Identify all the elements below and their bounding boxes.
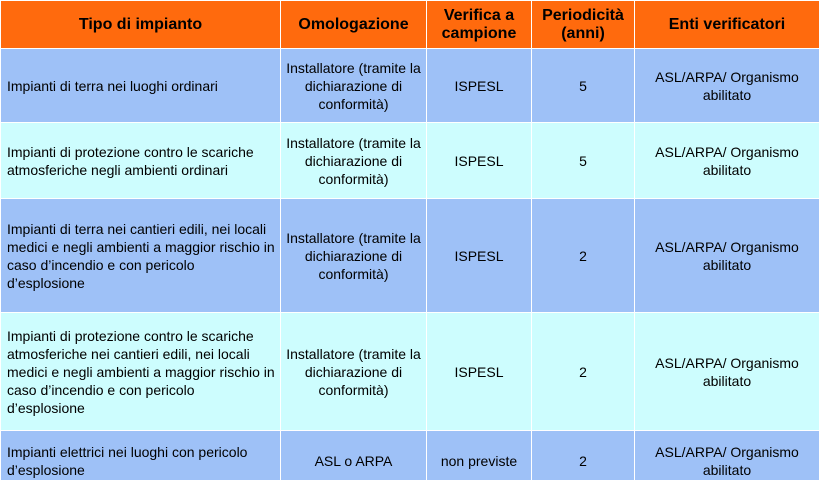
header-verifica-line1: Verifica a — [443, 6, 515, 24]
table-row — [1, 49, 819, 123]
cell-tipo: Impianti di protezione contro le scariche atmosferiche nei cantieri edili, nei locali medici e negli ambienti a maggior rischio in caso d’incendio e con pericolo d’esplosione — [1, 313, 281, 431]
header-enti: Enti verificatori — [635, 1, 819, 49]
cell-periodicita: 2 — [532, 199, 635, 313]
cell-enti: ASL/ARPA/ Organismo abilitato — [635, 199, 819, 313]
cell-enti: ASL/ARPA/ Organismo abilitato — [635, 313, 819, 431]
header-verifica-line2: campione — [441, 24, 517, 42]
cell-periodicita: 2 — [532, 431, 635, 480]
cell-omologazione: Installatore (tramite la dichiarazione di conformità) — [281, 49, 427, 123]
table-row — [1, 313, 819, 431]
cell-enti: ASL/ARPA/ Organismo abilitato — [635, 123, 819, 199]
header-tipo: Tipo di impianto — [1, 1, 281, 49]
cell-verifica: non previste — [427, 431, 532, 480]
table-row — [1, 199, 819, 313]
cell-verifica: ISPESL — [427, 123, 532, 199]
cell-periodicita: 2 — [532, 313, 635, 431]
header-omologazione: Omologazione — [281, 1, 427, 49]
cell-periodicita: 5 — [532, 123, 635, 199]
cell-omologazione: ASL o ARPA — [281, 431, 427, 480]
header-periodicita-line2: (anni) — [561, 24, 605, 42]
header-periodicita — [532, 1, 635, 49]
cell-tipo: Impianti di terra nei luoghi ordinari — [1, 49, 281, 123]
cell-verifica: ISPESL — [427, 313, 532, 431]
cell-enti: ASL/ARPA/ Organismo abilitato — [635, 431, 819, 480]
header-row — [1, 1, 819, 49]
cell-omologazione: Installatore (tramite la dichiarazione di conformità) — [281, 123, 427, 199]
header-verifica — [427, 1, 532, 49]
cell-tipo: Impianti elettrici nei luoghi con pericolo d’esplosione — [1, 431, 281, 480]
cell-enti: ASL/ARPA/ Organismo abilitato — [635, 49, 819, 123]
cell-periodicita: 5 — [532, 49, 635, 123]
cell-verifica: ISPESL — [427, 49, 532, 123]
cell-omologazione: Installatore (tramite la dichiarazione di conformità) — [281, 313, 427, 431]
header-periodicita-line1: Periodicità — [542, 6, 624, 24]
cell-omologazione: Installatore (tramite la dichiarazione di conformità) — [281, 199, 427, 313]
cell-verifica: ISPESL — [427, 199, 532, 313]
table-row — [1, 431, 819, 480]
cell-tipo: Impianti di terra nei cantieri edili, nei locali medici e negli ambienti a maggior rischio in caso d’incendio e con pericolo d’esplosione — [1, 199, 281, 313]
table-row — [1, 123, 819, 199]
cell-tipo: Impianti di protezione contro le scariche atmosferiche negli ambienti ordinari — [1, 123, 281, 199]
